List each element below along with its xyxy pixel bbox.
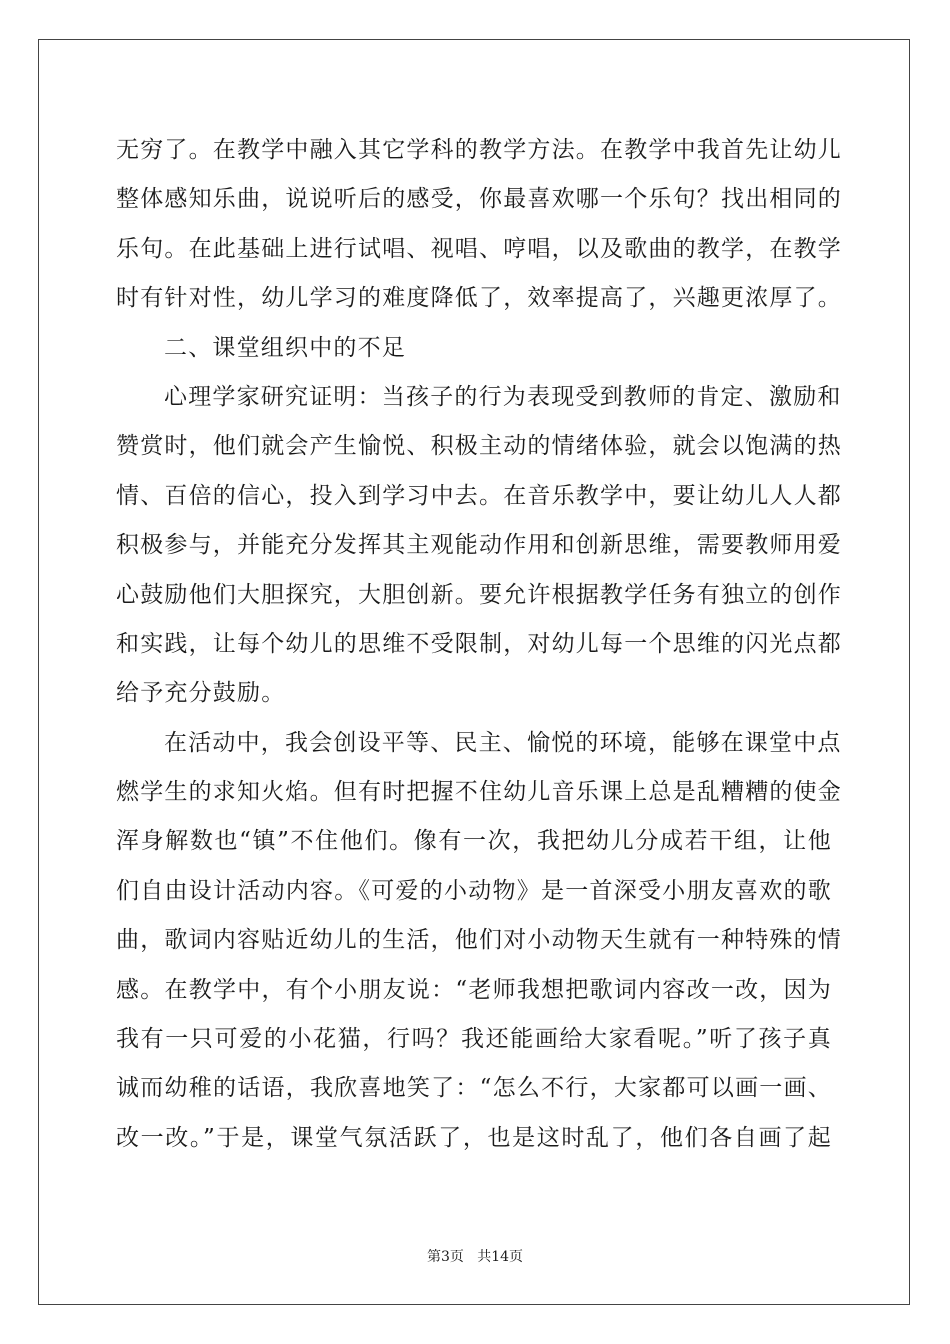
text-line: 浑身解数也“镇”不住他们。像有一次，我把幼儿分成若干组，让他 xyxy=(116,828,832,855)
text-line: 们自由设计活动内容。《可爱的小动物》是一首深受小朋友喜欢的歌 xyxy=(116,877,832,904)
text-line: 时有针对性，幼儿学习的难度降低了，效率提高了，兴趣更浓厚了。 xyxy=(116,285,842,312)
text-line: 整体感知乐曲，说说听后的感受，你最喜欢哪一个乐句？找出相同的 xyxy=(116,186,842,213)
text-line: 给予充分鼓励。 xyxy=(116,680,286,707)
text-line: 赞赏时，他们就会产生愉悦、积极主动的情绪体验，就会以饱满的热 xyxy=(116,433,842,460)
text-line: 情、百倍的信心，投入到学习中去。在音乐教学中，要让幼儿人人都 xyxy=(116,482,842,509)
text-line: 二、课堂组织中的不足 xyxy=(164,334,406,361)
text-line: 诚而幼稚的话语，我欣喜地笑了：“怎么不行，大家都可以画一画、 xyxy=(116,1075,832,1102)
text-line: 和实践，让每个幼儿的思维不受限制，对幼儿每一个思维的闪光点都 xyxy=(116,630,842,657)
document-body xyxy=(116,126,842,1163)
text-line: 乐句。在此基础上进行试唱、视唱、哼唱，以及歌曲的教学，在教学 xyxy=(116,235,842,262)
text-line: 在活动中，我会创设平等、民主、愉悦的环境，能够在课堂中点 xyxy=(164,729,842,756)
text-line: 燃学生的求知火焰。但有时把握不住幼儿音乐课上总是乱糟糟的使金 xyxy=(116,779,842,806)
text-line: 感。在教学中，有个小朋友说：“老师我想把歌词内容改一改，因为 xyxy=(116,976,832,1003)
text-line: 心理学家研究证明：当孩子的行为表现受到教师的肯定、激励和 xyxy=(164,383,842,410)
page-footer: 第3页 共14页 xyxy=(426,1249,524,1265)
text-line: 心鼓励他们大胆探究，大胆创新。要允许根据教学任务有独立的创作 xyxy=(116,581,842,608)
text-line: 改一改。”于是，课堂气氛活跃了，也是这时乱了，他们各自画了起 xyxy=(116,1124,832,1151)
text-line: 积极参与，并能充分发挥其主观能动作用和创新思维，需要教师用爱 xyxy=(116,532,842,559)
text-line: 我有一只可爱的小花猫，行吗？我还能画给大家看呢。”听了孩子真 xyxy=(116,1026,832,1053)
text-line: 无穷了。在教学中融入其它学科的教学方法。在教学中我首先让幼儿 xyxy=(116,137,842,163)
text-line: 曲，歌词内容贴近幼儿的生活，他们对小动物天生就有一种特殊的情 xyxy=(116,927,842,954)
